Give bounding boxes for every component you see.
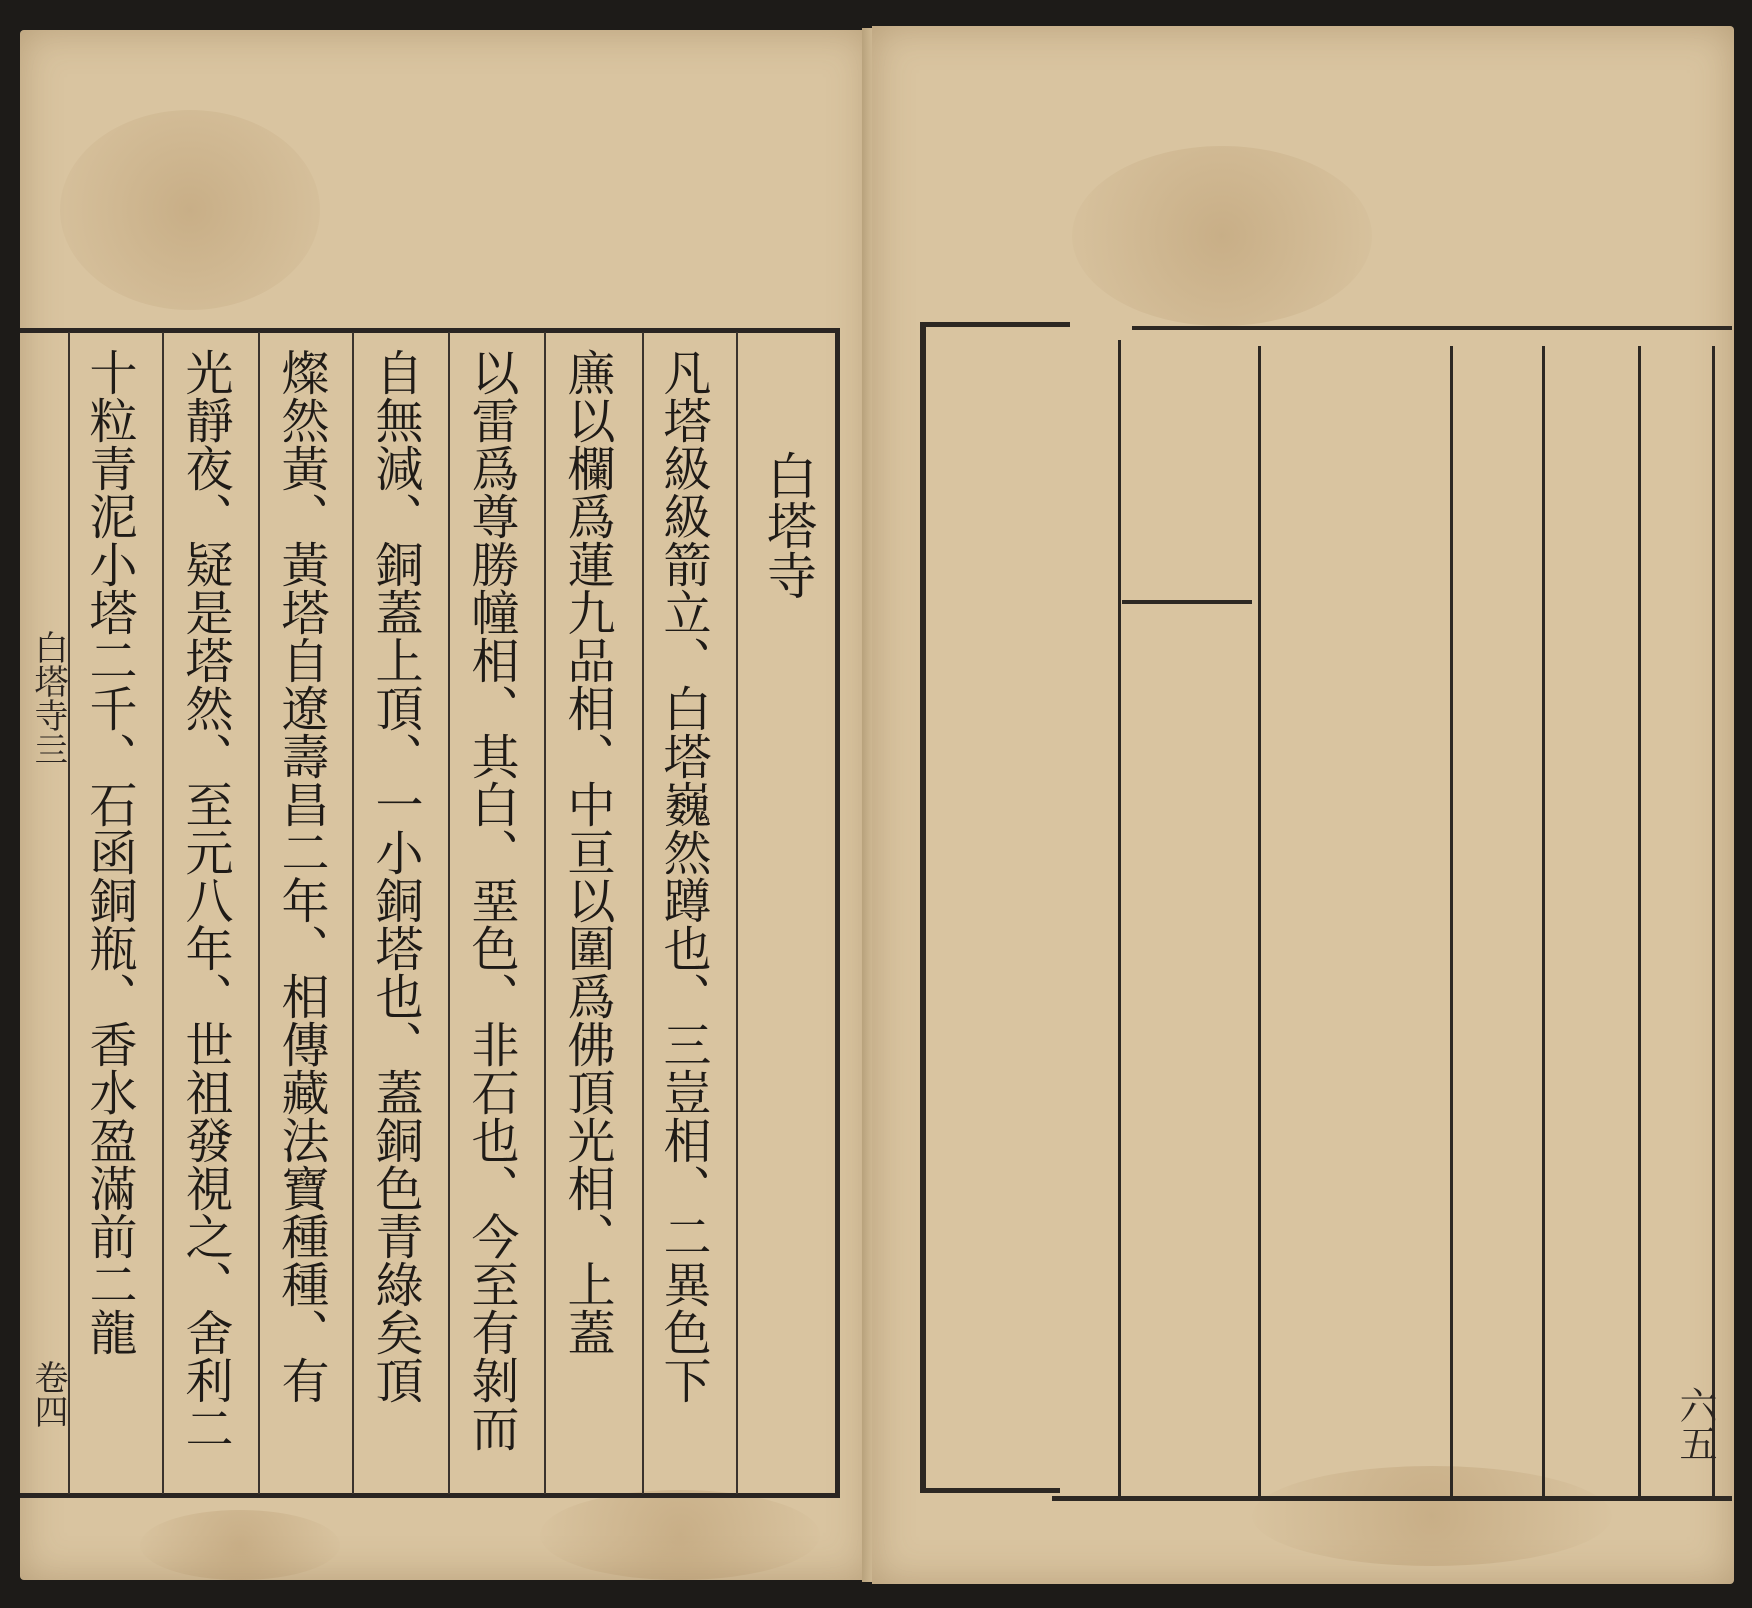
text-column-1: 凡塔級級箭立、白塔巍然蹲也、三豈相、二異色下 — [655, 348, 711, 1404]
column-rule — [1638, 346, 1641, 1496]
text-column-7: 十粒青泥小塔二千、石函銅瓶、香水盈滿前二龍 — [81, 348, 137, 1356]
section-heading: 白塔寺 — [759, 450, 817, 600]
page-number: 六五 — [1673, 1386, 1717, 1462]
column-rule — [736, 332, 738, 1494]
column-rule — [1450, 346, 1453, 1496]
frame-bottom-rule — [1052, 1496, 1732, 1501]
column-rule — [1258, 346, 1261, 1496]
bleed-through-text — [932, 356, 1016, 862]
text-column-4: 自無減、銅蓋上頂、一小銅塔也、蓋銅色青綠矣頂 — [367, 348, 423, 1404]
paper-stain — [1072, 146, 1372, 326]
margin-volume: 卷四 — [28, 1360, 68, 1428]
column-rule — [1712, 346, 1715, 1496]
frame-left-edge — [920, 322, 926, 1492]
text-column-5: 燦然黃、黃塔自遼壽昌二年、相傳藏法寶種種、有 — [273, 348, 329, 1404]
column-rule — [1542, 346, 1545, 1496]
frame-bottom-edge — [920, 1488, 1060, 1493]
text-column-6: 光靜夜、疑是塔然、至元八年、世祖發視之、舍利二 — [177, 348, 233, 1452]
left-page — [20, 30, 870, 1580]
frame-top-rule — [1132, 326, 1732, 330]
paper-stain — [60, 110, 320, 310]
frame-top-edge — [920, 322, 1070, 327]
margin-title: 白塔寺亖 — [28, 630, 68, 766]
text-column-3: 以雷爲尊勝幢相、其白、堊色、非石也、今至有剝而 — [463, 348, 519, 1452]
paper-stain — [140, 1510, 340, 1580]
paper-stain — [1252, 1466, 1612, 1566]
center-rule — [1118, 340, 1121, 1500]
fishtail-mark — [1122, 600, 1252, 604]
right-page — [872, 26, 1734, 1584]
text-column-2: 㢘以欄爲蓮九品相、中亘以圍爲佛頂光相、上蓋 — [559, 348, 615, 1356]
paper-stain — [540, 1490, 820, 1580]
